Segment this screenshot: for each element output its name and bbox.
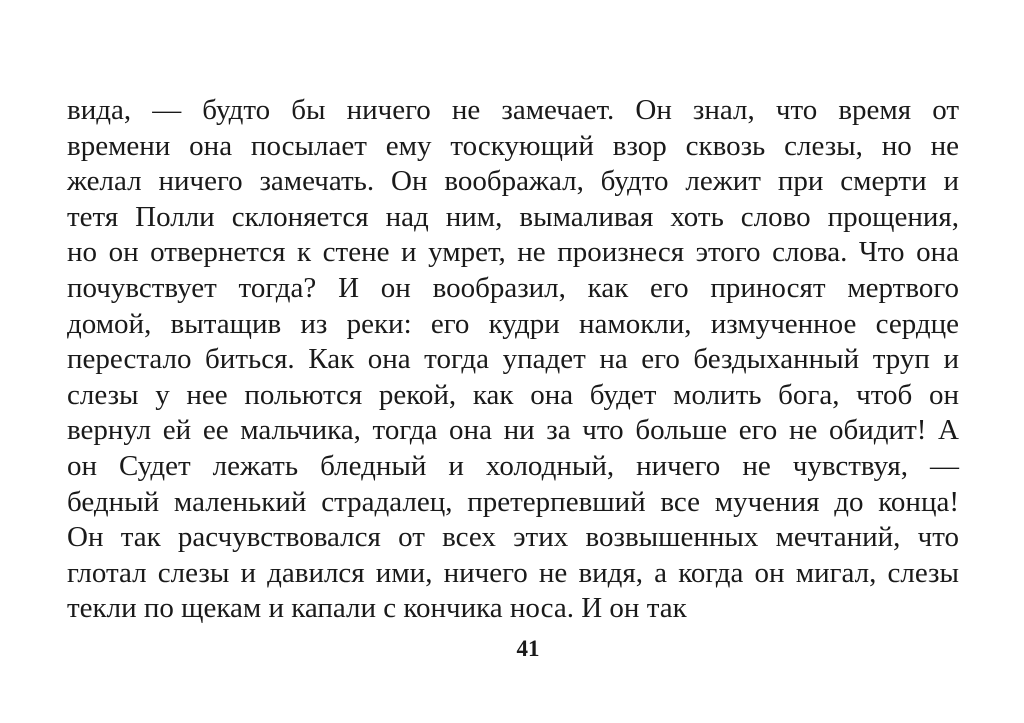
text-line: домой, вытащив из реки: его кудри намокли, измученное сердце [67, 307, 959, 340]
text-line: но он отвернется к стене и умрет, не произнеся этого слова. Что она [67, 236, 959, 269]
text-line: желал ничего замечать. Он воображал, будто лежит при смерти и [67, 165, 959, 198]
text-line: Он так расчувствовался от всех этих возвышенных мечтаний, что [67, 521, 959, 554]
text-line: перестало биться. Как она тогда упадет на его бездыханный труп и [67, 343, 959, 376]
text-line: глотал слезы и давился ими, ничего не видя, а когда он мигал, слезы [67, 556, 959, 589]
text-line: вида, — будто бы ничего не замечает. Он знал, что время от [67, 94, 959, 126]
text-line: бедный маленький страдалец, претерпевший все мучения до конца! [67, 485, 959, 518]
text-line: почувствует тогда? И он вообразил, как его приносят мертвого [67, 271, 959, 304]
body-text [67, 93, 959, 627]
text-line: он Судет лежать бледный и холодный, ничего не чувствуя, — [67, 449, 959, 482]
text-line: вернул ей ее мальчика, тогда она ни за что больше его не обидит! А [67, 414, 959, 447]
text-line: слезы у нее польются рекой, как она будет молить бога, чтоб он [67, 378, 959, 411]
text-line: текли по щекам и капали с кончика носа. И он так [67, 592, 687, 625]
page-number: 41 [516, 636, 540, 661]
text-line: тетя Полли склоняется над ним, вымаливая хоть слово прощения, [67, 200, 959, 233]
text-line: времени она посылает ему тоскующий взор сквозь слезы, но не [67, 129, 959, 162]
